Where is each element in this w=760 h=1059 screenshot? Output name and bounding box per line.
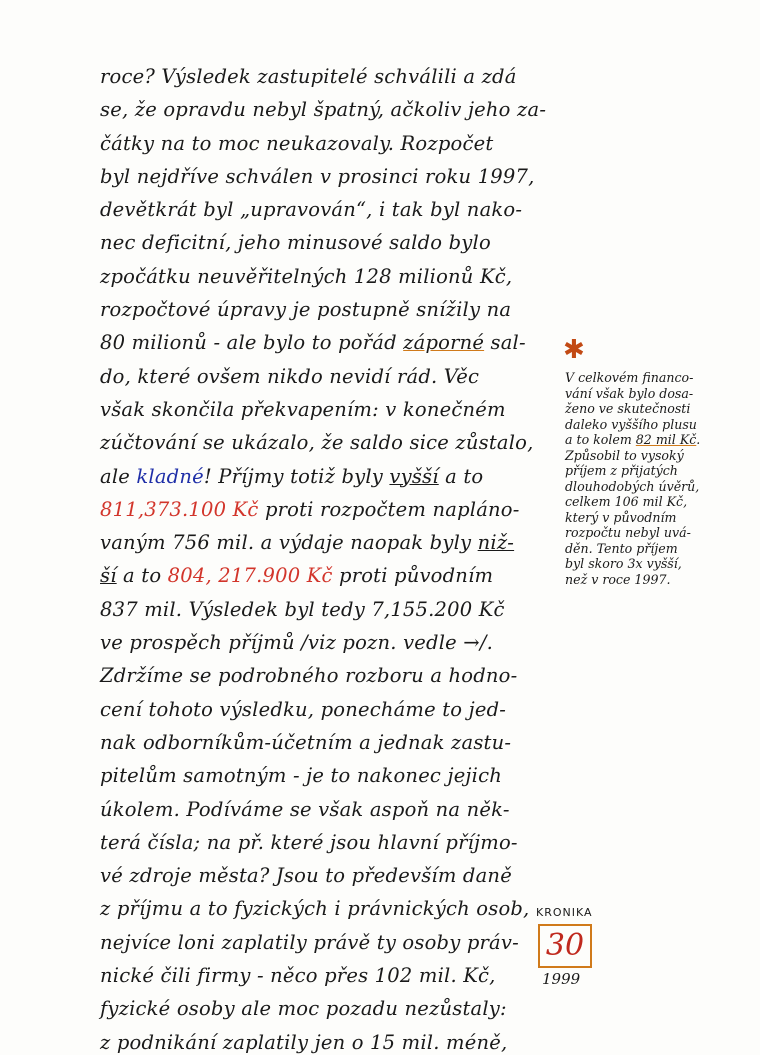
note-line: [565, 448, 740, 464]
note-line: [565, 479, 740, 495]
text-run: nejvíce loni zaplatily právě ty osoby práv-: [100, 930, 519, 954]
text-line: [100, 892, 545, 925]
highlighted-text-run: 82 mil Kč: [635, 432, 697, 447]
text-line: [100, 959, 545, 992]
text-line: [100, 559, 545, 592]
highlighted-text-run: ší: [100, 564, 117, 588]
text-line: [100, 160, 545, 193]
text-run: byl nejdříve schválen v prosinci roku 1997,: [100, 164, 535, 188]
text-run: celkem 106 mil Kč,: [565, 494, 688, 509]
text-run: se, že opravdu nebyl špatný, ačkoliv jeho za-: [100, 98, 547, 122]
text-run: do, které ovšem nikdo nevidí rád. Věc: [100, 364, 480, 388]
text-run: však skončila překvapením: v konečném: [100, 397, 506, 421]
highlighted-text-run: 804, 217.900 Kč: [167, 564, 333, 588]
note-line: [565, 432, 740, 448]
text-run: a to: [116, 564, 168, 588]
text-run: byl skoro 3x vyšší,: [565, 556, 682, 571]
note-line: [565, 386, 740, 402]
note-line: [565, 510, 740, 526]
text-run: než v roce 1997.: [565, 571, 671, 587]
text-run: z podnikání zaplatily jen o 15 mil. méně,: [100, 1030, 508, 1054]
text-run: zpočátku neuvěřitelných 128 milionů Kč,: [100, 264, 513, 288]
text-line: [100, 859, 545, 892]
note-line: [565, 370, 740, 386]
text-line: [100, 992, 545, 1025]
note-line: [565, 541, 740, 557]
text-line: [100, 226, 545, 259]
text-line: [100, 193, 545, 226]
text-line: [100, 826, 545, 859]
text-run: .: [696, 432, 701, 447]
highlighted-text-run: záporné: [403, 331, 485, 355]
text-run: nak odborníkům-účetním a jednak zastu-: [100, 730, 512, 754]
text-line: [100, 127, 545, 160]
text-run: 837 mil. Výsledek byl tedy 7,155.200 Kč: [100, 597, 505, 621]
text-line: [100, 260, 545, 293]
text-run: cení tohoto výsledku, ponecháme to jed-: [100, 697, 507, 721]
text-run: devětkrát byl „upravován“, i tak byl nako-: [100, 198, 523, 222]
text-run: a to kolem: [565, 432, 636, 447]
text-line: [100, 360, 545, 393]
text-line: [100, 326, 545, 359]
note-line: [565, 401, 740, 417]
page-marker: [530, 906, 610, 996]
text-run: fyzické osoby ale moc pozadu nezůstaly:: [100, 997, 507, 1021]
text-line: [100, 926, 545, 959]
text-run: nec deficitní, jeho minusové saldo bylo: [100, 231, 491, 255]
text-run: který v původním: [565, 509, 677, 525]
text-run: proti původním: [332, 564, 494, 588]
text-run: sal-: [484, 331, 526, 355]
chronicle-year: 1999: [542, 970, 581, 988]
note-line: [565, 556, 740, 572]
text-run: ale: [100, 464, 137, 488]
text-run: 80 milionů - ale bylo to pořád: [100, 331, 404, 355]
text-line: [100, 460, 545, 493]
text-run: Zdržíme se podrobného rozboru a hodno-: [100, 664, 518, 688]
text-run: Způsobil to vysoký: [565, 447, 684, 463]
text-line: [100, 593, 545, 626]
text-line: [100, 393, 545, 426]
text-line: [100, 793, 545, 826]
text-run: roce? Výsledek zastupitelé schválili a zdá: [100, 65, 517, 88]
text-run: nické čili firmy - něco přes 102 mil. Kč,: [100, 964, 496, 988]
text-line: [100, 759, 545, 792]
text-line: [100, 693, 545, 726]
text-run: daleko vyššího plusu: [565, 416, 697, 432]
text-line: [100, 659, 545, 692]
text-run: úkolem. Podíváme se však aspoň na něk-: [100, 797, 510, 821]
footnote-asterisk-marker: ✱: [563, 335, 585, 365]
text-run: čátky na to moc neukazovaly. Rozpočet: [100, 131, 494, 155]
text-line: [100, 60, 545, 93]
text-run: zúčtování se ukázalo, že saldo sice zůstalo,: [100, 431, 534, 455]
text-run: vé zdroje města? Jsou to především daně: [100, 864, 512, 888]
text-line: [100, 626, 545, 659]
highlighted-text-run: vyšší: [389, 464, 439, 488]
highlighted-text-run: kladné: [136, 464, 204, 488]
text-line: [100, 726, 545, 759]
text-run: a to: [438, 464, 484, 488]
text-run: V celkovém financo-: [565, 370, 694, 385]
page-number: 30: [538, 924, 592, 968]
note-line: [565, 417, 740, 433]
note-line: [565, 494, 740, 510]
text-run: dlouhodobých úvěrů,: [565, 478, 700, 494]
text-line: [100, 493, 545, 526]
text-line: [100, 93, 545, 126]
text-run: ženo ve skutečnosti: [565, 401, 691, 416]
text-run: rozpočtu nebyl uvá-: [565, 525, 691, 540]
text-run: pitelům samotným - je to nakonec jejich: [100, 764, 502, 788]
highlighted-text-run: niž-: [477, 531, 515, 555]
note-line: [565, 525, 740, 541]
text-run: ! Příjmy totiž byly: [203, 464, 390, 488]
text-run: z příjmu a to fyzických i právnických osob,: [100, 897, 530, 921]
highlighted-text-run: 811,373.100 Kč: [100, 497, 259, 521]
text-run: vaným 756 mil. a výdaje naopak byly: [100, 531, 478, 555]
side-note: [565, 370, 740, 587]
note-line: [565, 463, 740, 479]
text-run: proti rozpočtem napláno-: [258, 497, 520, 521]
text-run: ve prospěch příjmů /viz pozn. vedle →/.: [100, 631, 494, 655]
text-run: děn. Tento příjem: [565, 540, 678, 556]
text-line: [100, 1026, 545, 1059]
main-handwritten-text: [100, 60, 545, 1059]
text-run: rozpočtové úpravy je postupně snížily na: [100, 298, 512, 322]
text-line: [100, 426, 545, 459]
kronika-label: KRONIKA: [536, 906, 593, 919]
text-run: příjem z přijatých: [565, 463, 678, 478]
text-line: [100, 293, 545, 326]
note-line: [565, 572, 740, 588]
text-run: terá čísla; na př. které jsou hlavní příjmo-: [100, 830, 518, 854]
text-line: [100, 526, 545, 559]
text-run: vání však bylo dosa-: [565, 385, 694, 401]
